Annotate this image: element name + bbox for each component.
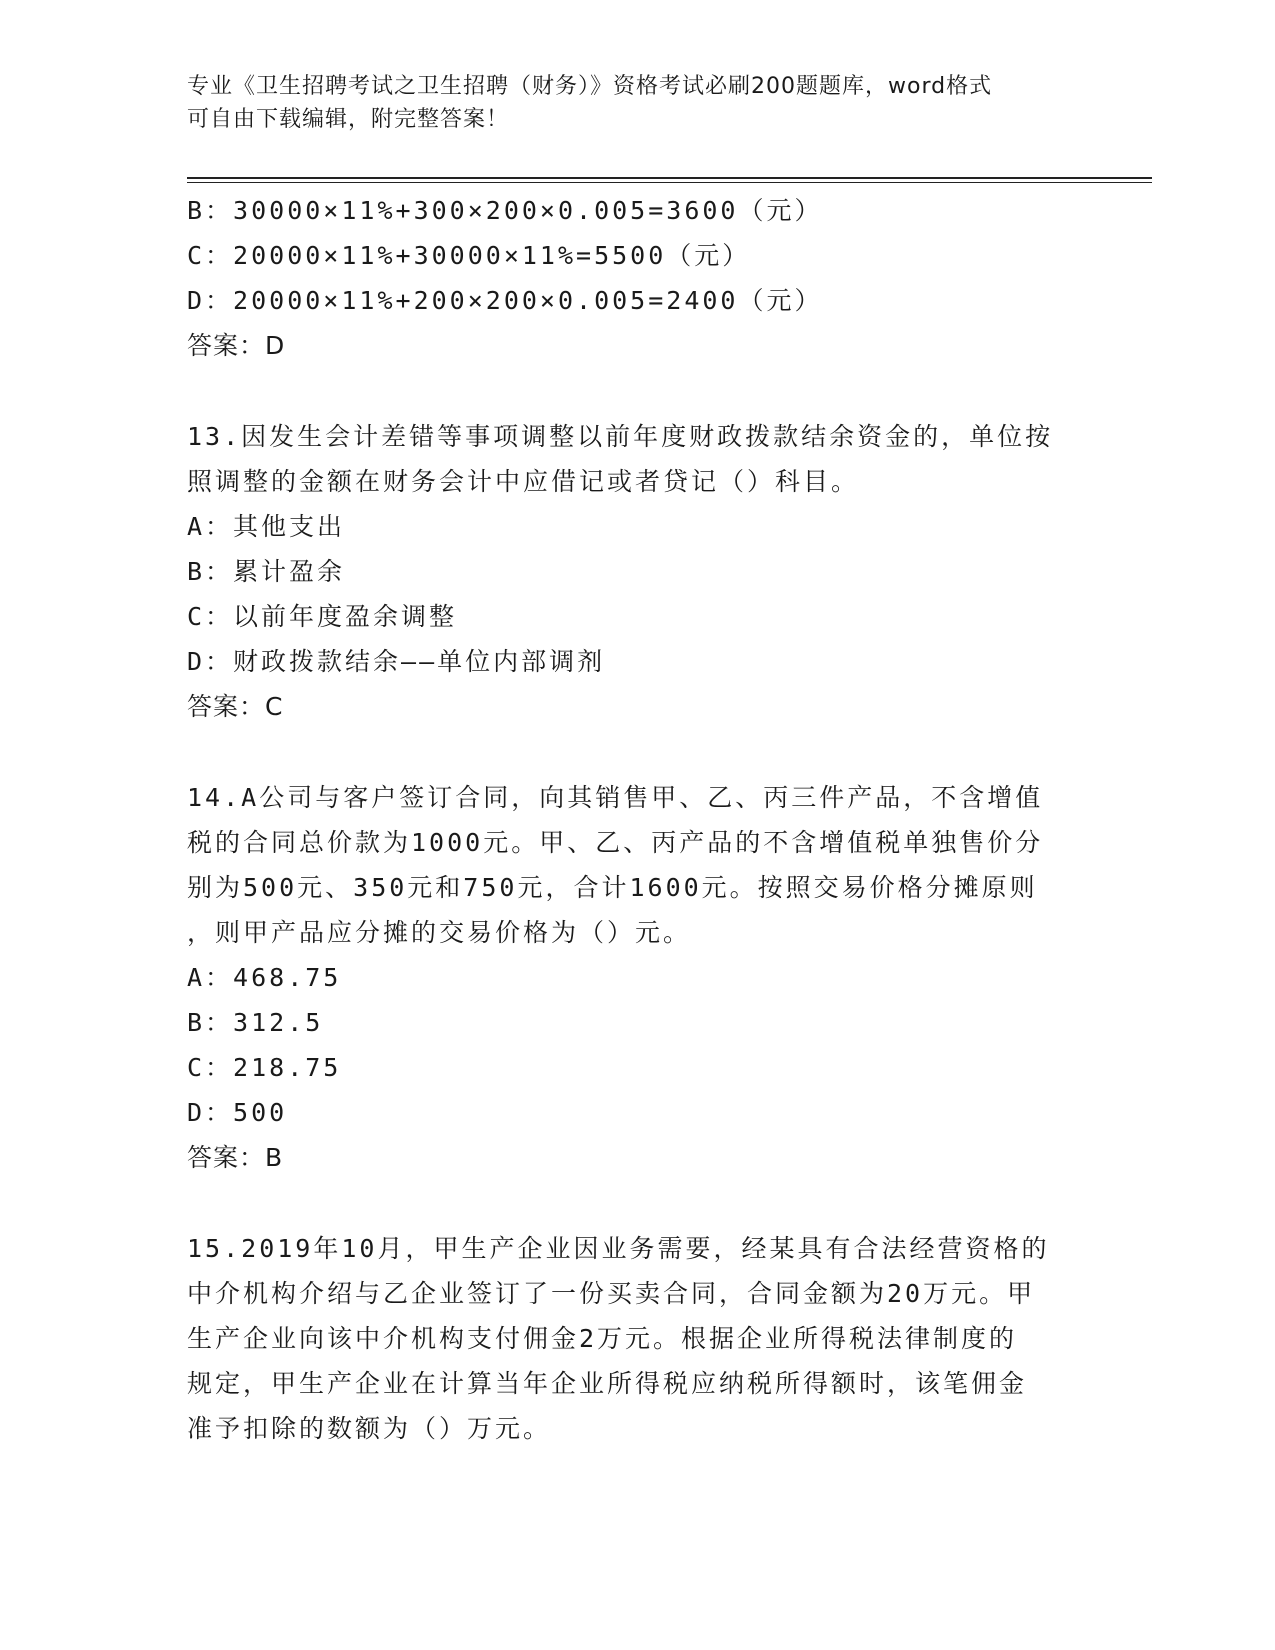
question-stem-line: 照调整的金额在财务会计中应借记或者贷记（）科目。 — [187, 467, 860, 496]
spacer — [187, 729, 1087, 775]
question-stem-line: 13.因发生会计差错等事项调整以前年度财政拨款结余资金的，单位按 — [187, 422, 1054, 451]
answer-label: 答案：D — [187, 331, 286, 360]
spacer — [187, 368, 1087, 414]
question-13 — [187, 414, 1087, 729]
question-stem-line: 中介机构介绍与乙企业签订了一份买卖合同，合同金额为20万元。甲 — [187, 1279, 1036, 1308]
option-b: B：30000×11%+300×200×0.005=3600（元） — [187, 196, 823, 225]
question-15 — [187, 1226, 1087, 1451]
question-stem-line: 规定，甲生产企业在计算当年企业所得税应纳税所得额时，该笔佣金 — [187, 1369, 1028, 1398]
option-a: A：468.75 — [187, 963, 342, 992]
answer-label: 答案：B — [187, 1143, 284, 1172]
option-a: A：其他支出 — [187, 512, 346, 541]
option-b: B：累计盈余 — [187, 557, 346, 586]
question-stem-line: 别为500元、350元和750元，合计1600元。按照交易价格分摊原则 — [187, 873, 1038, 902]
option-d: D：500 — [187, 1098, 288, 1127]
option-c: C：218.75 — [187, 1053, 342, 1082]
question-stem-line: 准予扣除的数额为（）万元。 — [187, 1414, 552, 1443]
answer-label: 答案：C — [187, 692, 284, 721]
option-d: D：20000×11%+200×200×0.005=2400（元） — [187, 286, 823, 315]
question-stem-line: 税的合同总价款为1000元。甲、乙、丙产品的不含增值税单独售价分 — [187, 828, 1044, 857]
spacer — [187, 1180, 1087, 1226]
header-divider-thick — [187, 177, 1152, 179]
question-stem-line: ，则甲产品应分摊的交易价格为（）元。 — [187, 918, 692, 947]
option-c: C：以前年度盈余调整 — [187, 602, 458, 631]
option-d: D：财政拨款结余——单位内部调剂 — [187, 647, 606, 676]
question-list — [187, 188, 1087, 1451]
header-title-line-1: 专业《卫生招聘考试之卫生招聘（财务）》资格考试必刷200题题库，word格式 — [187, 74, 993, 99]
question-12-tail — [187, 188, 1087, 368]
page-header — [187, 70, 1067, 136]
question-stem-line: 14.A公司与客户签订合同，向其销售甲、乙、丙三件产品，不含增值 — [187, 783, 1044, 812]
question-14 — [187, 775, 1087, 1180]
question-stem-line: 生产企业向该中介机构支付佣金2万元。根据企业所得税法律制度的 — [187, 1324, 1018, 1353]
header-divider-thin — [187, 182, 1152, 183]
option-b: B：312.5 — [187, 1008, 324, 1037]
question-stem-line: 15.2019年10月，甲生产企业因业务需要，经某具有合法经营资格的 — [187, 1234, 1050, 1263]
header-title-line-2: 可自由下载编辑，附完整答案！ — [187, 107, 510, 132]
option-c: C：20000×11%+30000×11%=5500（元） — [187, 241, 751, 270]
